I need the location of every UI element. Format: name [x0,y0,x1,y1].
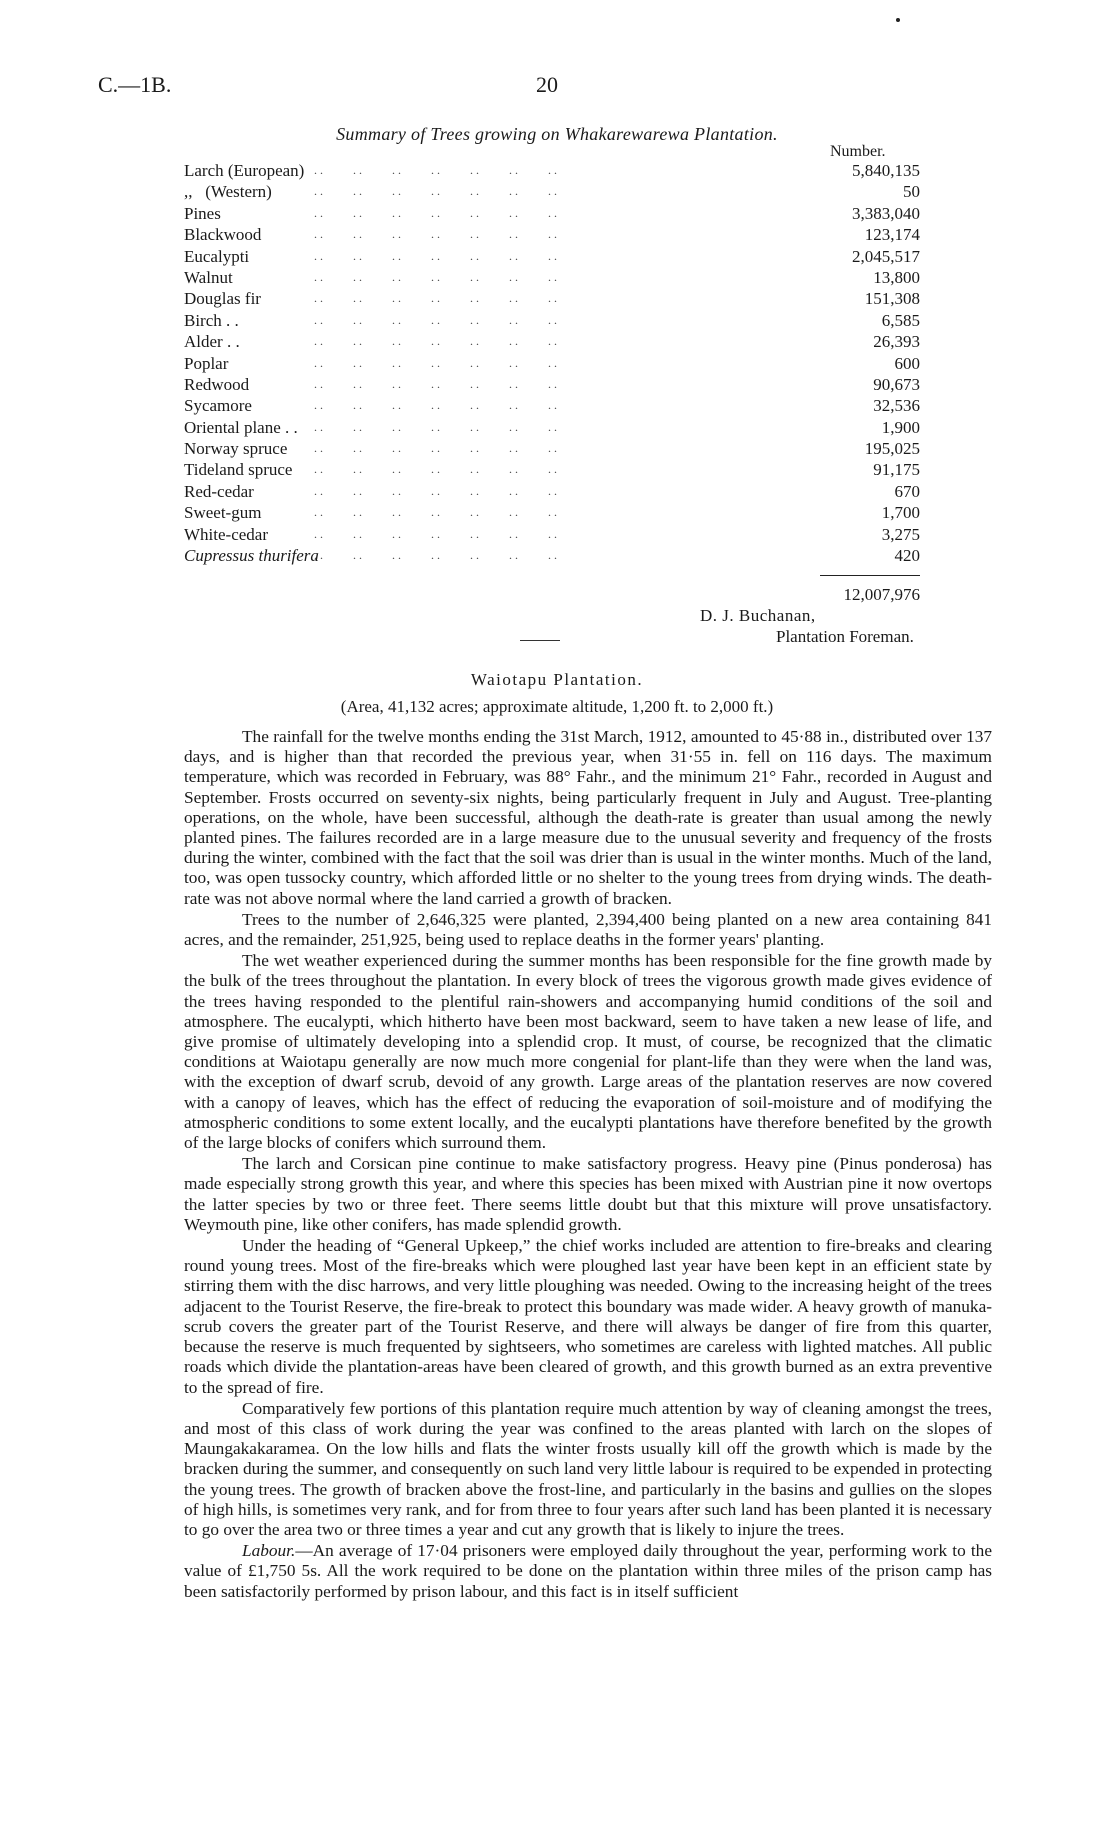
tree-name: Oriental plane . . [184,417,298,437]
tree-count: 26,393 [873,332,920,352]
dot-leaders: . . . . . . . . . . . . . . [314,163,557,177]
tree-count: 123,174 [864,225,920,245]
tree-row [184,267,920,288]
dot-leaders: . . . . . . . . . . . . . . [314,548,557,563]
dot-leaders: . . . . . . . . . . . . . . [314,248,557,263]
tree-row [184,524,920,545]
section-subtitle: (Area, 41,132 acres; approximate altitude, 1,200 ft. to 2,000 ft.) [340,697,774,716]
tree-row [184,160,920,181]
paragraph: Trees to the number of 2,646,325 were planted, 2,394,400 being planted on a new area containing 841 acres, and the remainder, 251,925, being used to replace deaths in the former years' planting. [184,909,992,950]
paragraph: The rainfall for the twelve months ending the 31st March, 1912, amounted to 45·88 in., distributed over 137 days, and is higher than that recorded the previous year, when 31·55 in. fell on 116 days. The maximum temperature, which was recorded in February, was 88° Fahr., and the minimum 21° Fahr., recorded in August and September. Frosts occurred on seventy-six nights, being particularly frequent in July and August. Tree-planting operations, on the whole, have been successful, although the death-rate is greater than usual among the newly planted pines. The failures recorded are in a large measure due to the unusual severity and frequency of the frosts during the winter, combined with the fact that the soil was drier than is usual in the winter months. Much of the land, too, was open tussocky country, which afforded little or no shelter to the young trees from drying winds. The death-rate was not above normal where the land carried a growth of bracken. [184,727,992,908]
labour-paragraph [184,1541,992,1602]
paragraph: The larch and Corsican pine continue to make satisfactory progress. Heavy pine (Pinus ponderosa) has made especially strong growth this year, and where this species has been mixed with Austrian pine it now overtops the latter species by two or three feet. There seems little doubt but that this mixture will prove unsatisfactory. Weymouth pine, like other conifers, has made splendid growth. [184,1154,992,1234]
tree-row [184,395,920,416]
tree-name: Alder . . [184,332,240,352]
dot-leaders: . . . . . . . . . . . . . . [314,376,557,391]
document-reference: C.—1B. [98,72,172,97]
tree-count: 50 [903,182,920,202]
tree-row [184,181,920,202]
section-title: Waiotapu Plantation. [470,670,644,689]
tree-count: 91,175 [873,460,920,480]
tree-count: 420 [894,546,920,566]
speck-mark [896,18,900,22]
tree-row [184,203,920,224]
tree-name: White-cedar [184,524,268,544]
dot-leaders: . . . . . . . . . . . . . . [314,505,557,520]
paragraph: The wet weather experienced during the summer months has been responsible for the fine growth made by the bulk of the trees throughout the plantation. In every block of trees the vigorous growth made gives evidence of the trees having responded to the plentiful rain-showers and accompanying humid conditions of the soil and atmosphere. The eucalypti, which hitherto have been most backward, seem to have taken a new lease of life, and give promise of ultimately developing into a splendid crop. It must, of course, be recognized that the climatic conditions at Waiotapu generally are now much more congenial for plant-life than they were when the land was, with the exception of dwarf scrub, devoid of any growth. Large areas of the plantation reserves are now covered with a canopy of leaves, which has the effect of reducing the evaporation of soil-moisture and of modifying the atmospheric conditions to some extent locally, and the eucalypti plantations have therefore benefited by the growth of the large blocks of conifers which surround them. [184,951,992,1153]
dot-leaders: . . . . . . . . . . . . . . [314,334,557,349]
tree-count: 195,025 [864,439,920,459]
tree-name: Poplar [184,353,229,373]
dot-leaders: . . . . . . . . . . . . . . [314,312,557,327]
dot-leaders: . . . . . . . . . . . . . . [314,483,557,498]
dot-leaders: . . . . . . . . . . . . . . [314,269,557,284]
tree-name: ,, (Western) [184,182,272,202]
tree-count: 3,383,040 [852,203,920,223]
tree-name: Red-cedar [184,481,254,501]
tree-name: Sweet-gum [184,503,262,523]
tree-name: Cupressus thurifera [184,546,319,566]
tree-count: 13,800 [873,267,920,287]
tree-count: 600 [894,353,920,373]
tree-row [184,502,920,523]
tree-name: Walnut [184,267,233,287]
tree-name: Birch . . [184,310,239,330]
dot-leaders: . . . . . . . . . . . . . . [314,526,557,541]
body-text [184,727,992,1602]
tree-count: 32,536 [873,396,920,416]
tree-count: 90,673 [873,374,920,394]
tree-name: Redwood [184,374,250,394]
tree-row [184,224,920,245]
tree-count: 151,308 [864,289,920,309]
tree-name: Norway spruce [184,439,288,459]
tree-name: Tideland spruce [184,460,293,480]
tree-name: Pines [184,203,221,223]
tree-name: Douglas fir [184,289,261,309]
dot-leaders: . . . . . . . . . . . . . . [314,419,557,434]
tree-row [184,417,920,438]
signature-name: D. J. Buchanan, [700,606,816,625]
tree-row [184,246,920,267]
labour-text: —An average of 17·04 prisoners were employed daily throughout the year, performing work to the value of £1,750 5s. All the work required to be done on the plantation within three miles of the prison camp has been satisfactorily performed by prison labour, and this fact is in itself sufficient [184,1541,992,1601]
tree-count: 1,900 [881,417,920,437]
tree-row [184,353,920,374]
dot-leaders: . . . . . . . . . . . . . . [314,184,557,199]
tree-count: 670 [894,481,920,501]
paragraph: Under the heading of “General Upkeep,” the chief works included are attention to fire-breaks and clearing round young trees. Most of the fire-breaks which were ploughed last year have been kept in an efficient state by stirring them with the disc harrows, and very little ploughing was needed. Owing to the increasing height of the trees adjacent to the Tourist Reserve, the fire-break to protect this boundary was made wider. A heavy growth of manuka-scrub covers the greater part of the Tourist Reserve, and there will always be danger of fire from this quarter, because the reserve is much frequented by sightseers, who sometimes are careless with lighted matches. All public roads which divide the plantation-areas have been cleared of growth, and this growth burned as an extra preventive to the spread of fire. [184,1236,992,1397]
number-column-heading: Number. [830,143,886,160]
tree-total: 12,007,976 [843,585,920,604]
dot-leaders: . . . . . . . . . . . . . . [314,205,557,220]
tree-count: 5,840,135 [852,161,920,180]
tree-row [184,481,920,502]
tree-row [184,459,920,480]
tree-name: Sycamore [184,396,252,416]
tree-name: Larch (European) [184,161,305,180]
tree-row [184,438,920,459]
tree-row [184,545,920,566]
tree-row [184,374,920,395]
tree-name: Eucalypti [184,246,250,266]
summary-title: Summary of Trees growing on Whakarewarewa Plantation. [336,124,778,144]
tree-summary-table [184,160,920,566]
dot-leaders: . . . . . . . . . . . . . . [314,355,557,370]
labour-lead: Labour. [242,1541,296,1561]
tree-row [184,310,920,331]
dot-leaders: . . . . . . . . . . . . . . [314,441,557,456]
total-rule [820,575,920,576]
page-number: 20 [536,72,558,97]
tree-row [184,288,920,309]
tree-count: 1,700 [881,503,920,523]
dot-leaders: . . . . . . . . . . . . . . [314,227,557,242]
tree-count: 2,045,517 [852,246,920,266]
section-divider [520,640,560,641]
tree-count: 3,275 [881,524,920,544]
tree-name: Blackwood [184,225,262,245]
tree-row [184,331,920,352]
dot-leaders: . . . . . . . . . . . . . . [314,291,557,306]
paragraph: Comparatively few portions of this plantation require much attention by way of cleaning amongst the trees, and most of this class of work during the year was confined to the areas planted with larch on the slopes of Maungakakaramea. On the low hills and flats the winter frosts usually kill off the growth which is made by the bracken during the summer, and consequently on such land very little labour is required to be expended in protecting the young trees. The growth of bracken above the frost-line, and particularly in the basins and gullies on the slopes of high hills, is sometimes very rank, and for from three to four years after such land has been planted it is necessary to go over the area two or three times a year and cut any growth that is likely to injure the trees. [184,1398,992,1539]
dot-leaders: . . . . . . . . . . . . . . [314,462,557,477]
tree-count: 6,585 [881,310,920,330]
signature-title: Plantation Foreman. [776,627,914,646]
dot-leaders: . . . . . . . . . . . . . . [314,398,557,413]
